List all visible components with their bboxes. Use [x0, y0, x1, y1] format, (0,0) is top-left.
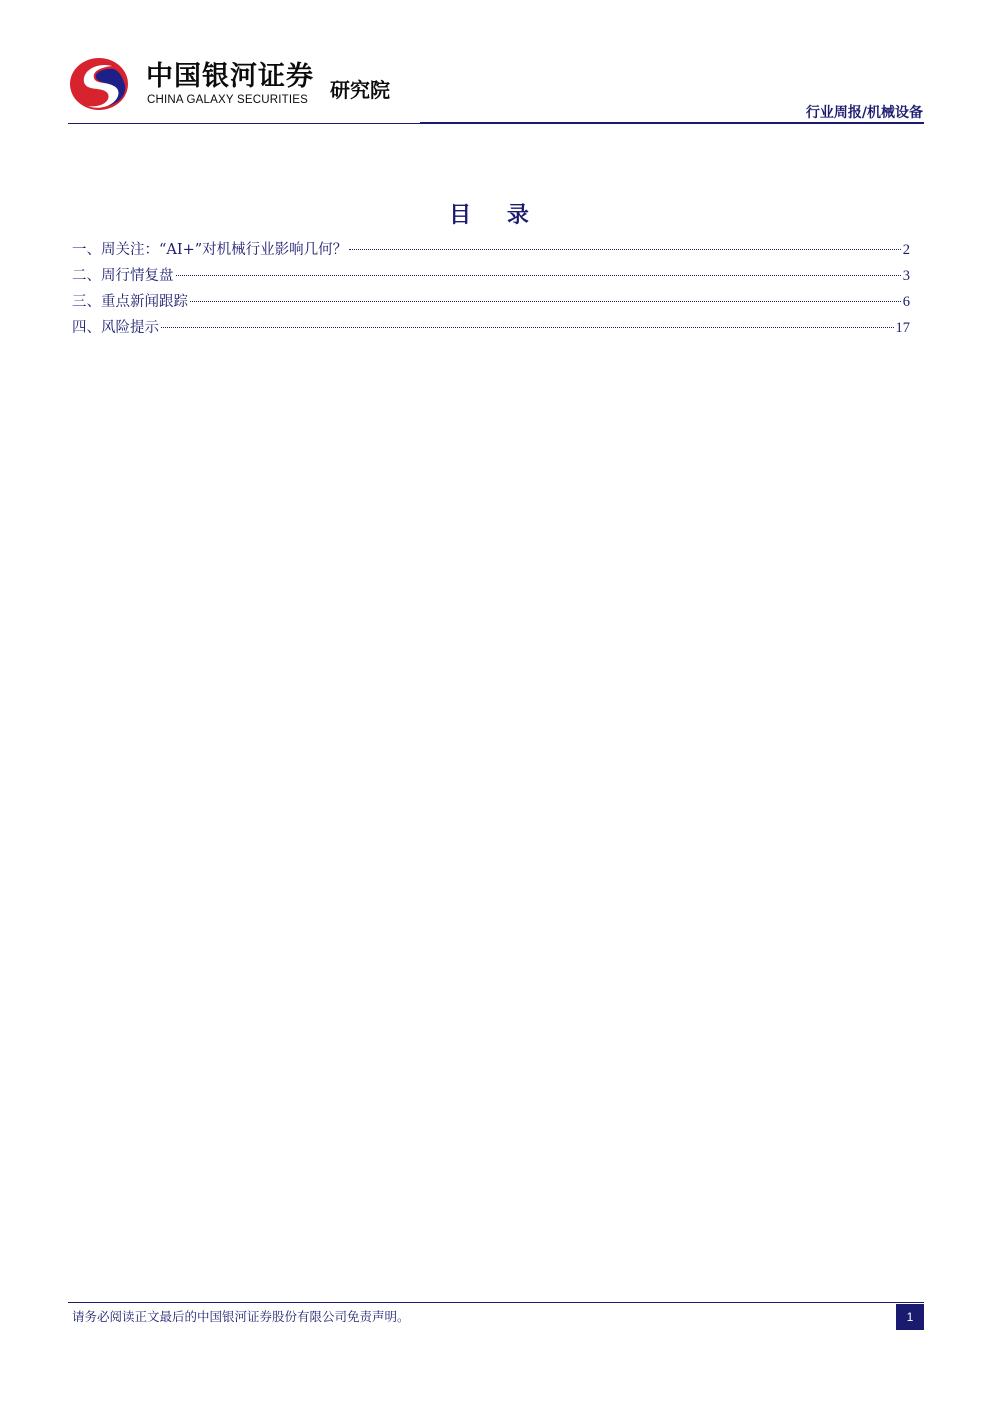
galaxy-swirl-logo-icon — [68, 56, 130, 112]
footer-divider — [68, 1302, 924, 1303]
brand-name-en: CHINA GALAXY SECURITIES — [147, 94, 308, 106]
toc-dot-leader — [161, 327, 894, 328]
toc-entry-1[interactable] — [72, 238, 910, 264]
report-category-tag: 行业周报/机械设备 — [805, 105, 923, 121]
toc-entry-label: 一、周关注：“AI+”对机械行业影响几何？ — [72, 242, 348, 258]
toc-dot-leader — [176, 275, 901, 276]
toc-entry-4[interactable] — [72, 316, 910, 342]
toc-entry-label: 二、周行情复盘 — [72, 268, 174, 284]
toc-entry-label: 三、重点新闻跟踪 — [72, 294, 188, 310]
toc-entry-label: 四、风险提示 — [72, 320, 159, 336]
toc-dot-leader — [349, 249, 901, 250]
toc-entry-page: 2 — [902, 242, 910, 258]
page-number-badge: 1 — [896, 1304, 924, 1330]
footer-disclaimer: 请务必阅读正文最后的中国银河证券股份有限公司免责声明。 — [72, 1309, 410, 1324]
toc-entry-2[interactable] — [72, 264, 910, 290]
table-of-contents — [72, 238, 910, 342]
toc-entry-3[interactable] — [72, 290, 910, 316]
header-divider-accent — [420, 122, 924, 124]
page-header — [0, 0, 992, 130]
toc-dot-leader — [190, 301, 901, 302]
toc-title: 目 录 — [449, 203, 543, 228]
brand-institute: 研究院 — [330, 78, 390, 102]
toc-entry-page: 6 — [902, 294, 910, 310]
brand-name-cn: 中国银河证券 — [146, 61, 314, 92]
toc-entry-page: 17 — [895, 320, 910, 336]
toc-entry-page: 3 — [902, 268, 910, 284]
